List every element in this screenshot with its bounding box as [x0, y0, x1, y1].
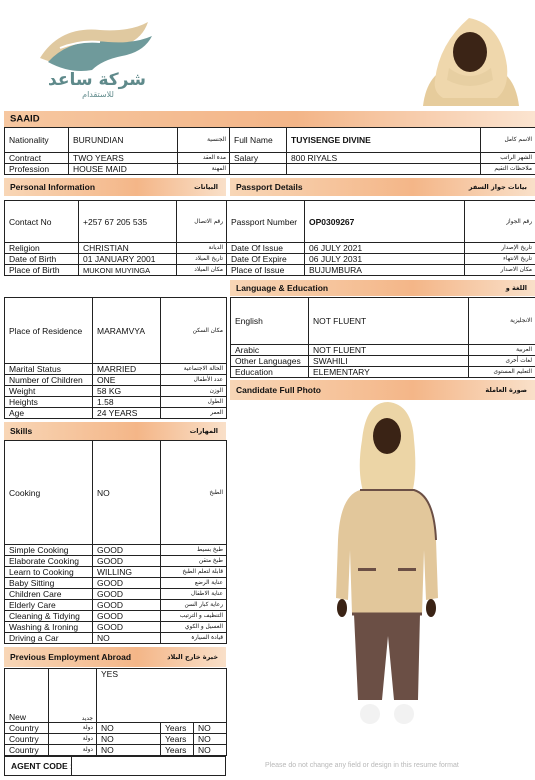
notes-arabic: ملاحظات التقيم: [481, 164, 535, 175]
place-of-residence-value: MARAMVYA: [93, 298, 161, 364]
previous-employment-heading: Previous Employment Abroad: [10, 652, 132, 662]
new-value: YES: [97, 669, 227, 723]
candidate-full-photo: [330, 400, 440, 730]
english-arabic: الانجليزية: [469, 298, 535, 345]
contact-no-label: Contact No: [5, 201, 79, 243]
passport-details-bar: [230, 178, 535, 196]
skill-label: Elaborate Cooking: [5, 556, 93, 567]
weight-arabic: الوزن: [161, 386, 227, 397]
passport-details-arabic: بيانات جواز السفر: [468, 183, 527, 191]
logo-arabic-tagline: للاستقدام: [82, 90, 114, 99]
religion-arabic: الديانة: [177, 243, 227, 254]
skills-bar: [4, 422, 226, 440]
skill-label: Cleaning & Tidying: [5, 611, 93, 622]
date-of-issue-value: 06 JULY 2021: [305, 243, 465, 254]
country-label: Country: [5, 745, 49, 756]
previous-employment-arabic: خبرة خارج البلاد: [167, 653, 218, 661]
date-of-birth-label: Date of Birth: [5, 254, 79, 265]
employment-table: [4, 668, 227, 756]
country-value: NO: [97, 745, 161, 756]
date-of-expire-arabic: تاريخ الانتهاء: [465, 254, 535, 265]
place-of-birth-label: Place of Birth: [5, 265, 79, 276]
years-label: Years: [161, 734, 194, 745]
country-value: NO: [97, 723, 161, 734]
place-of-issue-arabic: مكان الاصدار: [465, 265, 535, 276]
profession-arabic: المهنة: [178, 164, 230, 175]
skill-value: GOOD: [93, 600, 161, 611]
number-of-children-value: ONE: [93, 375, 161, 386]
skill-value: GOOD: [93, 556, 161, 567]
marital-status-label: Marital Status: [5, 364, 93, 375]
skill-arabic: طبخ متقن: [161, 556, 227, 567]
contract-arabic: مدة العقد: [178, 153, 230, 164]
contact-no-value: +257 67 205 535: [79, 201, 177, 243]
skill-arabic: قيادة السيارة: [161, 633, 227, 644]
age-arabic: العمر: [161, 408, 227, 419]
personal-info-heading: Personal Information: [10, 182, 96, 192]
place-of-residence-label: Place of Residence: [5, 298, 93, 364]
marital-status-value: MARRIED: [93, 364, 161, 375]
salary-value: 800 RIYALS: [287, 153, 481, 164]
candidate-portrait-photo: [405, 10, 535, 106]
arabic-label: Arabic: [231, 345, 309, 356]
skill-label: Simple Cooking: [5, 545, 93, 556]
profession-value: HOUSE MAID: [69, 164, 178, 175]
years-label: Years: [161, 723, 194, 734]
place-of-birth-arabic: مكان الميلاد: [177, 265, 227, 276]
heights-value: 1.58: [93, 397, 161, 408]
age-value: 24 YEARS: [93, 408, 161, 419]
country-value: NO: [97, 734, 161, 745]
notes-label: [230, 164, 287, 175]
place-of-issue-label: Place of Issue: [227, 265, 305, 276]
other-languages-label: Other Languages: [231, 356, 309, 367]
salary-label: Salary: [230, 153, 287, 164]
english-label: English: [231, 298, 309, 345]
arabic-value: NOT FLUENT: [309, 345, 469, 356]
skill-value: NO: [93, 441, 161, 545]
years-value: NO: [194, 734, 227, 745]
weight-label: Weight: [5, 386, 93, 397]
language-education-bar: [230, 280, 535, 296]
passport-number-value: OP0309267: [305, 201, 465, 243]
skill-arabic: رعاية كبار السن: [161, 600, 227, 611]
skill-value: GOOD: [93, 578, 161, 589]
place-of-residence-arabic: مكان السكن: [161, 298, 227, 364]
skill-arabic: الغسيل و الكوي: [161, 622, 227, 633]
date-of-issue-label: Date Of Issue: [227, 243, 305, 254]
date-of-issue-arabic: تاريخ الإصدار: [465, 243, 535, 254]
skill-label: Cooking: [5, 441, 93, 545]
skill-arabic: الطبخ: [161, 441, 227, 545]
salary-arabic: الشهر الراتب: [481, 153, 535, 164]
education-label: Education: [231, 367, 309, 378]
contact-no-arabic: رقم الاتصال: [177, 201, 227, 243]
skill-value: GOOD: [93, 622, 161, 633]
top-info-table: [4, 127, 535, 175]
heights-label: Heights: [5, 397, 93, 408]
personal-details-table: [4, 297, 227, 419]
full-name-label: Full Name: [230, 128, 287, 153]
skill-value: WILLING: [93, 567, 161, 578]
previous-employment-bar: [4, 647, 226, 667]
age-label: Age: [5, 408, 93, 419]
skill-label: Driving a Car: [5, 633, 93, 644]
heights-arabic: الطول: [161, 397, 227, 408]
agent-code-box: [4, 756, 226, 776]
date-of-birth-value: 01 JANUARY 2001: [79, 254, 177, 265]
skill-value: GOOD: [93, 589, 161, 600]
skills-table: [4, 440, 227, 644]
agent-code-label: AGENT CODE :: [11, 761, 73, 771]
skill-value: GOOD: [93, 545, 161, 556]
personal-passport-table: [4, 200, 535, 276]
passport-number-label: Passport Number: [227, 201, 305, 243]
new-label: New: [5, 669, 49, 723]
skill-value: GOOD: [93, 611, 161, 622]
nationality-value: BURUNDIAN: [69, 128, 178, 153]
personal-info-arabic: البيانات: [194, 183, 218, 191]
language-education-heading: Language & Education: [236, 283, 329, 293]
religion-value: CHRISTIAN: [79, 243, 177, 254]
years-label: Years: [161, 745, 194, 756]
skill-label: Washing & Ironing: [5, 622, 93, 633]
candidate-photo-heading: Candidate Full Photo: [236, 385, 321, 395]
country-arabic: دولة: [49, 723, 97, 734]
language-education-table: [230, 297, 535, 378]
other-languages-value: SWAHILI: [309, 356, 469, 367]
religion-label: Religion: [5, 243, 79, 254]
years-value: NO: [194, 723, 227, 734]
passport-number-arabic: رقم الجواز: [465, 201, 535, 243]
footer-note: Please do not change any field or design in this resume format: [265, 762, 459, 769]
title-bar: [4, 111, 535, 127]
skill-value: NO: [93, 633, 161, 644]
skill-arabic: عناية الرضع: [161, 578, 227, 589]
contract-label: Contract: [5, 153, 69, 164]
years-value: NO: [194, 745, 227, 756]
candidate-photo-bar: [230, 380, 535, 400]
skill-arabic: قابلة لتعلم الطبخ: [161, 567, 227, 578]
place-of-issue-value: BUJUMBURA: [305, 265, 465, 276]
agent-code-divider: [71, 757, 72, 775]
education-arabic: التعليم المستوى: [469, 367, 535, 378]
notes-value: [287, 164, 481, 175]
country-label: Country: [5, 734, 49, 745]
place-of-birth-value: MUKONI MUYINGA: [79, 265, 177, 276]
number-of-children-label: Number of Children: [5, 375, 93, 386]
skill-arabic: عناية الاطفال: [161, 589, 227, 600]
arabic-language-arabic: العربية: [469, 345, 535, 356]
page-title: SAAID: [10, 113, 40, 125]
country-arabic: دولة: [49, 745, 97, 756]
number-of-children-arabic: عدد الأطفال: [161, 375, 227, 386]
english-value: NOT FLUENT: [309, 298, 469, 345]
full-name-value: TUYISENGE DIVINE: [287, 128, 481, 153]
nationality-arabic: الجنسية: [178, 128, 230, 153]
skill-arabic: التنظيف و الترتيب: [161, 611, 227, 622]
skills-heading: Skills: [10, 426, 33, 436]
skill-label: Elderly Care: [5, 600, 93, 611]
education-value: ELEMENTARY: [309, 367, 469, 378]
country-label: Country: [5, 723, 49, 734]
contract-value: TWO YEARS: [69, 153, 178, 164]
date-of-expire-value: 06 JULY 2031: [305, 254, 465, 265]
language-education-arabic: اللغة و: [505, 284, 527, 292]
date-of-expire-label: Date Of Expire: [227, 254, 305, 265]
date-of-birth-arabic: تاريخ الميلاد: [177, 254, 227, 265]
skill-label: Learn to Cooking: [5, 567, 93, 578]
marital-status-arabic: الحالة الاجتماعية: [161, 364, 227, 375]
company-logo: [30, 18, 160, 106]
other-languages-arabic: لغات أخرى: [469, 356, 535, 367]
logo-arabic-name: شركة ساعد: [48, 70, 146, 90]
profession-label: Profession: [5, 164, 69, 175]
skill-arabic: طبخ بسيط: [161, 545, 227, 556]
country-arabic: دولة: [49, 734, 97, 745]
weight-value: 58 KG: [93, 386, 161, 397]
candidate-photo-arabic: صورة العاملة: [485, 386, 527, 394]
personal-info-bar: [4, 178, 226, 196]
passport-details-heading: Passport Details: [236, 182, 303, 192]
skill-label: Children Care: [5, 589, 93, 600]
full-name-arabic: الاسم كامل: [481, 128, 535, 153]
new-arabic: جديد: [49, 669, 97, 723]
nationality-label: Nationality: [5, 128, 69, 153]
skills-arabic: المهارات: [189, 427, 218, 435]
skill-label: Baby Sitting: [5, 578, 93, 589]
